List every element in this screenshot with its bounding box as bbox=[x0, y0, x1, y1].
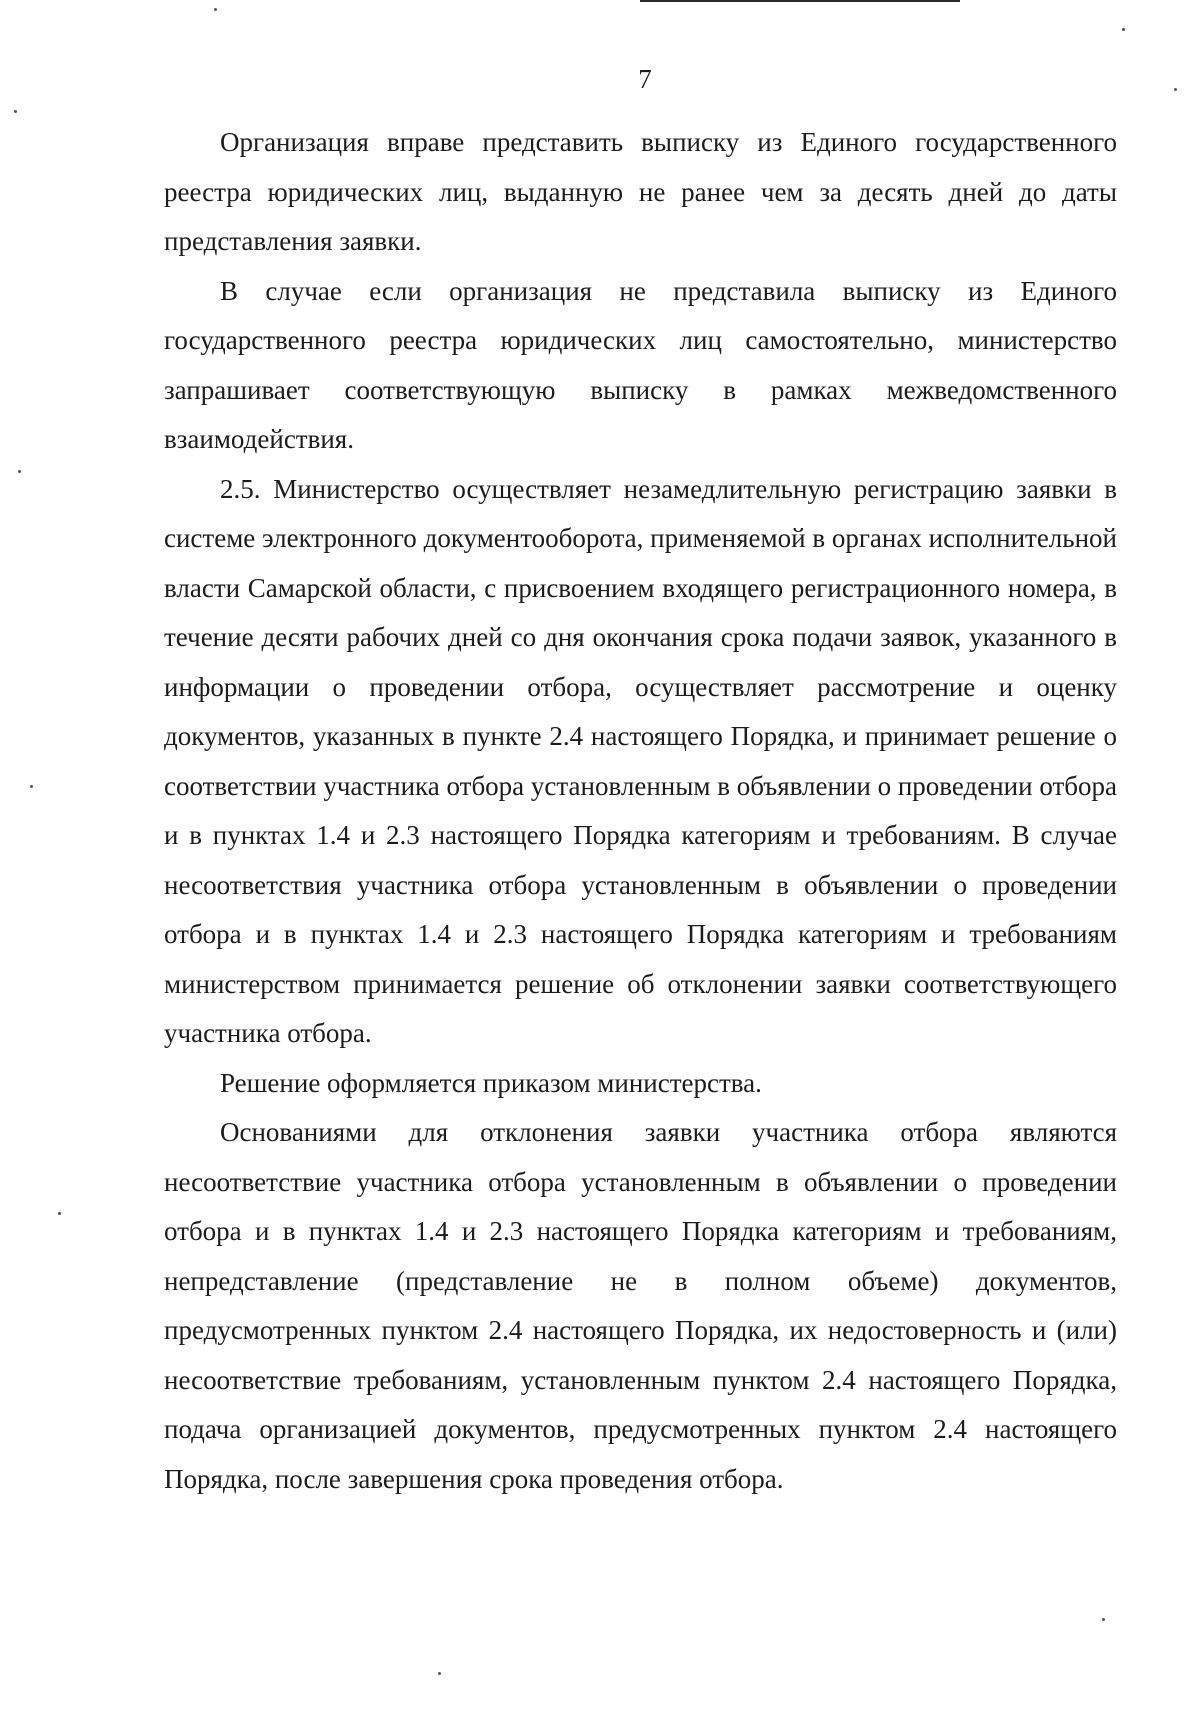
scan-speck bbox=[438, 1672, 441, 1675]
scan-speck bbox=[30, 785, 33, 788]
paragraph-rejection-grounds: Основаниями для отклонения заявки участника отбора являются несоответствие участника отбора установленным в объявлении о проведении отбора и в пунктах 1.4 и 2.3 настоящего Порядка категориям и требованиям, непредставление (представление не в полном объеме) документов, предусмотренных пунктом 2.4 настоящего Порядка, их недостоверность и (или) несоответствие требованиям, установленным пунктом 2.4 настоящего Порядка, подача организацией документов, предусмотренных пунктом 2.4 настоящего Порядка, после завершения срока проведения отбора. bbox=[164, 1117, 1117, 1494]
paragraph-egrul-extract: Организация вправе представить выписку из Единого государственного реестра юридических лиц, выданную не ранее чем за десять дней до даты представления заявки. bbox=[164, 127, 1117, 256]
paragraph-decision-order: Решение оформляется приказом министерства. bbox=[220, 1067, 762, 1098]
paragraph-2-5-registration: 2.5. Министерство осуществляет незамедлительную регистрацию заявки в системе электронного документооборота, применяемой в органах исполнительной власти Самарской области, с присвоением входящего регистрационного номера, в течение десяти рабочих дней со дня окончания срока подачи заявок, указанного в информации о проведении отбора, осуществляет рассмотрение и оценку документов, указанных в пункте 2.4 настоящего Порядка, и принимает решение о соответствии участника отбора установленным в объявлении о проведении отбора и в пунктах 1.4 и 2.3 настоящего Порядка категориям и требованиям. В случае несоответствия участника отбора установленным в объявлении о проведении отбора и в пунктах 1.4 и 2.3 настоящего Порядка категориям и требованиям министерством принимается решение об отклонении заявки соответствующего участника отбора. bbox=[164, 473, 1117, 1048]
scan-speck bbox=[1102, 1618, 1105, 1621]
scan-speck bbox=[58, 1212, 61, 1215]
scan-speck bbox=[1174, 88, 1177, 91]
scan-speck bbox=[18, 470, 21, 473]
page-number: 7 bbox=[638, 64, 652, 94]
paragraph-interagency-request: В случае если организация не представила выписку из Единого государственного реестра юридических лиц самостоятельно, министерство запрашивает соответствующую выписку в рамках межведомственного взаимодействия. bbox=[164, 275, 1117, 454]
scan-speck bbox=[214, 8, 217, 11]
scan-speck bbox=[1122, 28, 1125, 31]
scan-speck bbox=[14, 110, 17, 113]
document-body bbox=[164, 118, 1117, 1504]
top-edge-rule bbox=[640, 0, 960, 2]
